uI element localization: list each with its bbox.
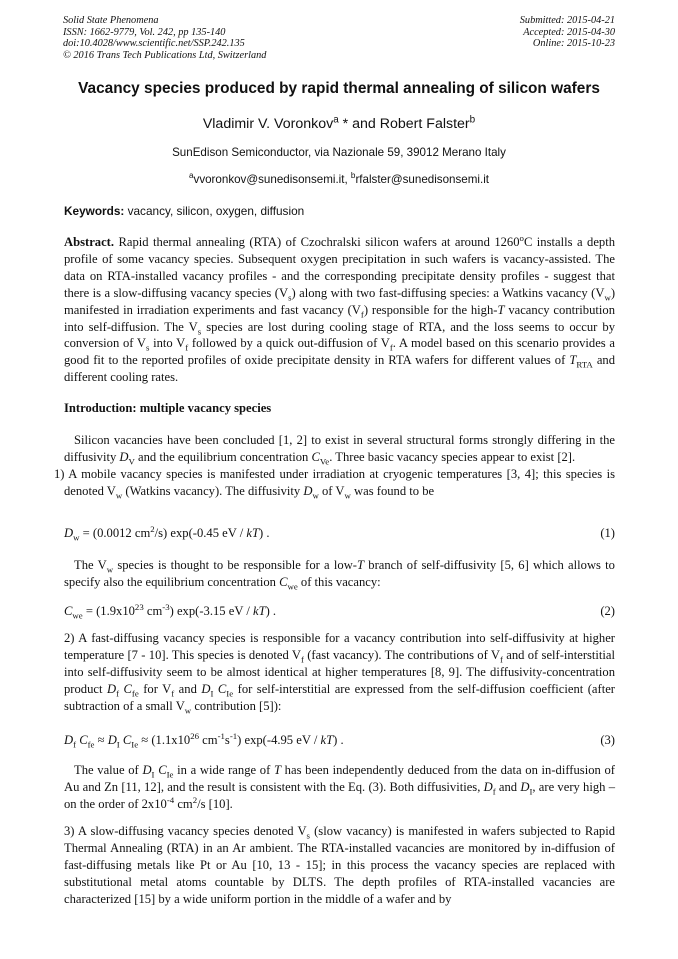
text: s bbox=[224, 733, 230, 747]
subscript: w bbox=[106, 564, 114, 575]
text: Silicon vacancies have been concluded [1, 2] to exist in several structural forms strongly differing in the diffusivity bbox=[64, 433, 615, 464]
affil-mark-b: b bbox=[469, 114, 476, 126]
math-var: D bbox=[64, 526, 74, 540]
keywords bbox=[64, 204, 616, 218]
abstract-label: Abstract. bbox=[64, 235, 115, 249]
math-var: C bbox=[217, 681, 227, 696]
text: 1) A mobile vacancy species is manifested under irradiation at cryogenic temperatures [3, 4]; this species is denoted V bbox=[54, 466, 615, 498]
equation-3 bbox=[64, 732, 615, 748]
math-var: D bbox=[107, 733, 117, 747]
text: 2) A fast-diffusing vacancy species is responsible for a vacancy contribution into self-diffusivity at higher temperature [7 - 10]. This species is denoted V bbox=[64, 631, 615, 662]
superscript: -4 bbox=[166, 794, 175, 805]
paragraph-4 bbox=[64, 762, 615, 813]
text: ) . bbox=[259, 526, 270, 540]
text: 3) A slow-diffusing vacancy species denoted V bbox=[64, 824, 307, 838]
text: species is thought to be responsible for a low- bbox=[113, 558, 357, 572]
abstract-text: ) manifested in irradiation experiments and fast vacancy (V bbox=[64, 285, 616, 317]
text: in a wide range of bbox=[173, 763, 274, 777]
math-var: C bbox=[79, 733, 88, 747]
email-mark-a: a bbox=[189, 171, 194, 181]
math-var: T bbox=[273, 763, 281, 777]
journal-copyright: © 2016 Trans Tech Publications Ltd, Switzerland bbox=[63, 49, 267, 61]
abstract-text: and different cooling rates. bbox=[64, 353, 615, 385]
paper-title: Vacancy species produced by rapid thermal annealing of silicon wafers bbox=[78, 80, 600, 97]
text: ≈ (1.1x10 bbox=[138, 733, 191, 747]
affiliation: SunEdison Semiconductor, via Nazionale 59, 39012 Merano Italy bbox=[172, 146, 506, 159]
paragraph-3 bbox=[64, 630, 615, 715]
abstract-text: vacancy contribution into self-diffusion. The V bbox=[64, 302, 615, 334]
text: = (0.0012 cm bbox=[79, 526, 151, 540]
math-var: C bbox=[64, 604, 73, 618]
author-emails bbox=[30, 173, 648, 186]
text: of this vacancy: bbox=[297, 574, 381, 589]
text: The value of bbox=[74, 763, 143, 777]
text: cm bbox=[174, 796, 193, 811]
text: (slow vacancy) is manifested in wafers subjected to Rapid Thermal Annealing (RTA) in an Ar ambient. The RTA-installed vacancies are monitored by in-diffusion of fast-diffusing metals like Pt or Au [10, 13 - 15]; in this process the vacancy species are replaced with substitutional metal atoms countable by DLTS. The depth profiles of RTA-installed vacancies are characterized [15] by a wide uniform portion in the middle of a wafer and by bbox=[64, 824, 615, 906]
subscript: f bbox=[171, 688, 175, 699]
text: /s [10]. bbox=[197, 796, 233, 811]
text: = (1.9x10 bbox=[82, 604, 135, 618]
equation-number: (3) bbox=[600, 733, 615, 747]
math-var: T bbox=[569, 353, 577, 368]
superscript: -1 bbox=[229, 730, 238, 741]
email-a[interactable]: vvoronkov@sunedisonsemi.it, bbox=[193, 173, 351, 186]
online-date: Online: 2015-10-23 bbox=[532, 38, 615, 50]
email-mark-b: b bbox=[350, 171, 356, 181]
text: branch of self-diffusivity [5, 6] which allows to specify also the equilibrium concentration bbox=[64, 558, 615, 589]
degree-mark: o bbox=[519, 232, 524, 243]
abstract-text: C installs a depth profile of some vacancy species. Subsequent oxygen precipitation in such wafers is vacancy-assisted. The data on RTA-installed vacancy profiles - and the corresponding precipitate density profiles - suggest that there is a slow-diffusing vacancy species (V bbox=[64, 235, 615, 300]
paragraph-1 bbox=[54, 432, 615, 501]
math-var: kT bbox=[246, 526, 260, 540]
subscript: s bbox=[197, 326, 202, 337]
subscript: f bbox=[389, 342, 393, 353]
superscript: 2 bbox=[192, 794, 198, 805]
journal-header-left bbox=[63, 15, 266, 61]
subscript: w bbox=[184, 705, 192, 716]
subscript: f bbox=[185, 342, 189, 353]
subscript: RTA bbox=[576, 359, 593, 370]
equation-2 bbox=[64, 603, 615, 619]
subscript: s bbox=[146, 342, 150, 353]
math-var: kT bbox=[252, 604, 266, 618]
subscript: I bbox=[210, 688, 214, 699]
journal-name: Solid State Phenomena bbox=[63, 15, 159, 26]
math-var: D bbox=[520, 779, 530, 794]
paragraph-5 bbox=[64, 823, 615, 908]
text: ) . bbox=[333, 733, 344, 747]
paragraph-2 bbox=[64, 557, 615, 591]
equation-number: (2) bbox=[600, 604, 615, 618]
abstract-text: ) responsible for the high- bbox=[363, 302, 498, 317]
math-var: D bbox=[142, 763, 152, 777]
author-1: Vladimir V. Voronkov bbox=[202, 116, 334, 132]
text: ≈ bbox=[94, 733, 108, 747]
math-var: D bbox=[119, 449, 129, 464]
subscript: s bbox=[306, 830, 310, 841]
text: for V bbox=[138, 681, 172, 696]
math-var: D bbox=[483, 779, 493, 794]
text: has been independently deduced from the data on in-diffusion of Au and Zn [11, 12], and the result is consistent with the Eq. (3). Both diffusivities, bbox=[64, 763, 615, 794]
subscript: fe bbox=[87, 739, 95, 750]
section-heading: Introduction: multiple vacancy species bbox=[64, 401, 272, 415]
subscript: f bbox=[116, 688, 119, 699]
subscript: w bbox=[73, 532, 80, 543]
subscript: f bbox=[360, 309, 364, 320]
subscript: I bbox=[116, 739, 120, 750]
text: and bbox=[174, 681, 202, 696]
math-var: D bbox=[64, 733, 74, 747]
corresponding-star: * bbox=[338, 116, 349, 132]
subscript: Ie bbox=[166, 769, 174, 780]
subscript: f bbox=[300, 654, 304, 665]
author-list bbox=[30, 116, 648, 132]
equation-number: (1) bbox=[600, 526, 615, 540]
math-var: C bbox=[311, 449, 320, 464]
subscript: I bbox=[529, 786, 533, 797]
superscript: 26 bbox=[190, 730, 200, 741]
keywords-text: vacancy, silicon, oxygen, diffusion bbox=[124, 204, 305, 218]
superscript: 23 bbox=[134, 601, 144, 612]
text: and of self-interstitial into self-diffusivity seem to be almost identical at higher temperatures [8, 9]. The diffusivity-concentration product bbox=[64, 647, 615, 696]
text: ) exp(-3.15 eV / bbox=[169, 604, 253, 618]
math-var: C bbox=[158, 763, 167, 777]
text: . Three basic vacancy species appear to exist [2]. bbox=[329, 449, 576, 464]
abstract-text: Rapid thermal annealing (RTA) of Czochralski silicon wafers at around 1260 bbox=[114, 235, 520, 249]
subscript: s bbox=[288, 292, 292, 303]
superscript: -3 bbox=[162, 601, 170, 612]
subscript: I bbox=[151, 769, 155, 780]
abstract-text: into V bbox=[149, 336, 186, 351]
superscript: -1 bbox=[217, 730, 225, 741]
math-var: D bbox=[201, 681, 211, 696]
subscript: f bbox=[73, 739, 77, 750]
subscript: Ie bbox=[131, 739, 139, 750]
journal-doi[interactable]: doi:10.4028/www.scientific.net/SSP.242.135 bbox=[63, 38, 245, 50]
math-var: T bbox=[497, 302, 505, 317]
text: (fast vacancy). The contributions of V bbox=[303, 647, 500, 662]
subscript: V bbox=[128, 456, 135, 467]
submitted-date: Submitted: 2015-04-21 bbox=[519, 15, 615, 26]
equation-1 bbox=[64, 525, 615, 541]
math-var: D bbox=[106, 681, 117, 696]
subscript: fe bbox=[131, 688, 139, 699]
subscript: w bbox=[312, 490, 319, 501]
math-var: T bbox=[357, 558, 365, 572]
text: , are very high – on the order of 2x10 bbox=[64, 779, 615, 811]
keywords-label: Keywords: bbox=[64, 204, 125, 218]
text: (Watkins vacancy). The diffusivity bbox=[122, 483, 304, 498]
math-var: D bbox=[303, 483, 313, 498]
superscript: 2 bbox=[150, 523, 155, 534]
text: was found to be bbox=[350, 483, 435, 498]
affil-mark-a: a bbox=[333, 114, 339, 126]
subscript: Ie bbox=[226, 688, 234, 699]
author-2: and Robert Falster bbox=[348, 116, 470, 132]
text: ) exp(-4.95 eV / bbox=[237, 733, 321, 747]
accepted-date: Accepted: 2015-04-30 bbox=[523, 26, 615, 38]
journal-issn: ISSN: 1662-9779, Vol. 242, pp 135-140 bbox=[63, 26, 226, 38]
journal-header-right bbox=[520, 15, 615, 50]
text: The V bbox=[74, 558, 107, 572]
subscript: we bbox=[287, 581, 298, 592]
text: /s) exp(-0.45 eV / bbox=[154, 526, 247, 540]
abstract-text: . A model based on this scenario provides a good fit to the reported profiles of oxide precipitate density in RTA wafers for different values of bbox=[64, 336, 615, 368]
math-var: C bbox=[123, 681, 132, 696]
text: cm bbox=[143, 604, 163, 618]
subscript: w bbox=[604, 292, 611, 303]
abstract-text: species are lost during cooling stage of RTA, and the loss seems to occur by conversion of V bbox=[64, 319, 615, 351]
text: and bbox=[495, 779, 521, 794]
text: for self-interstitial are expressed from the self-diffusion coefficient (after subtraction of a small V bbox=[64, 681, 615, 713]
abstract bbox=[64, 234, 615, 386]
abstract-text: followed by a quick out-diffusion of V bbox=[188, 336, 390, 351]
math-var: C bbox=[122, 733, 132, 747]
subscript: f bbox=[499, 654, 503, 665]
subscript: f bbox=[492, 786, 496, 797]
subscript: we bbox=[72, 610, 83, 621]
math-var: kT bbox=[320, 733, 334, 747]
subscript: w bbox=[344, 490, 351, 501]
subscript: Ve bbox=[319, 456, 330, 467]
text: and the equilibrium concentration bbox=[134, 449, 312, 464]
text: ) . bbox=[265, 604, 277, 618]
math-var: C bbox=[279, 574, 288, 589]
abstract-text: ) along with two fast-diffusing species: a Watkins vacancy (V bbox=[291, 285, 605, 300]
text: contribution [5]): bbox=[191, 698, 282, 713]
subscript: w bbox=[115, 490, 123, 501]
text: cm bbox=[199, 733, 218, 747]
email-b[interactable]: rfalster@sunedisonsemi.it bbox=[355, 173, 489, 186]
text: of V bbox=[318, 483, 345, 498]
